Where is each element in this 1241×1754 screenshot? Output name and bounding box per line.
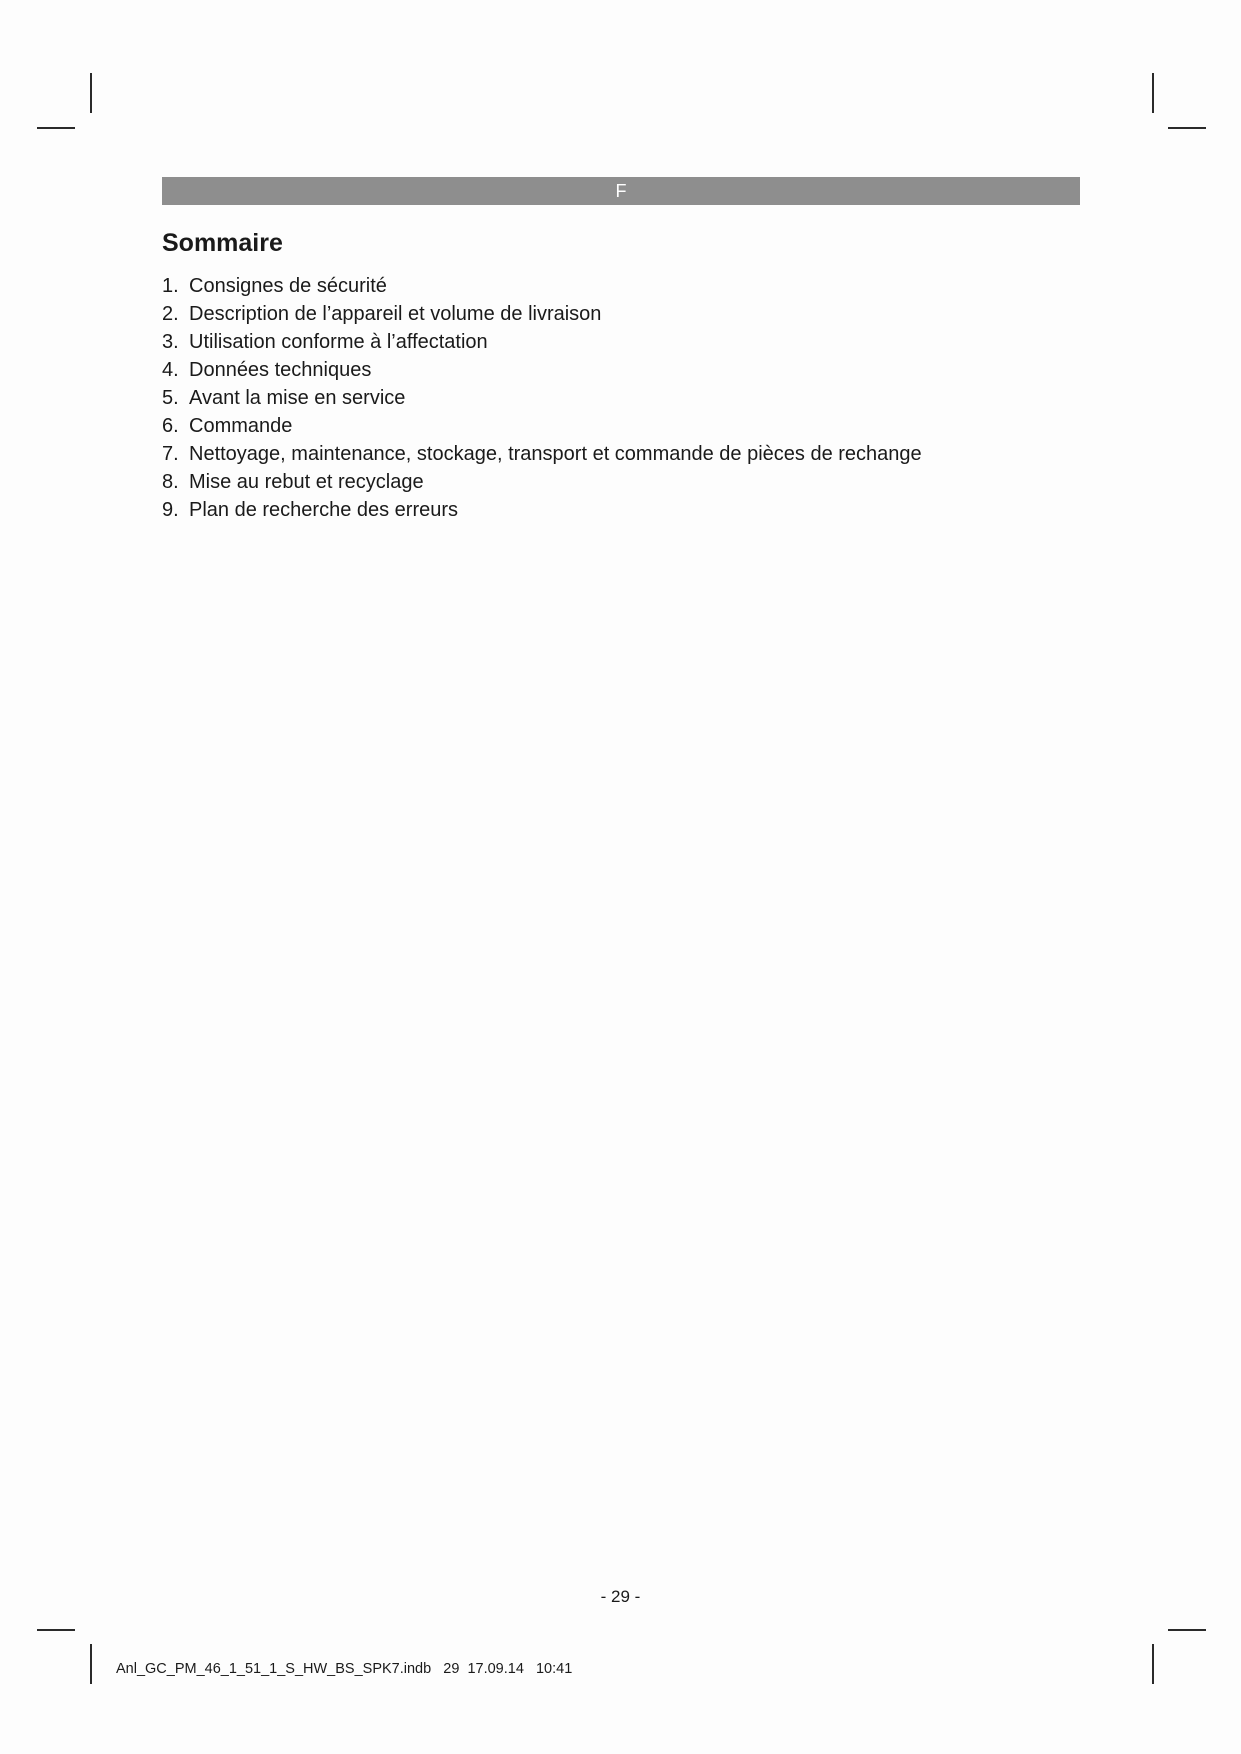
toc-item-number: 5. — [162, 387, 179, 409]
toc-item-number: 4. — [162, 359, 179, 381]
page-title: Sommaire — [162, 229, 283, 257]
crop-mark-bottom-right-horizontal — [1168, 1629, 1206, 1631]
crop-mark-bottom-left-horizontal — [37, 1629, 75, 1631]
toc-item-label: Plan de recherche des erreurs — [189, 499, 459, 521]
toc-item-label: Nettoyage, maintenance, stockage, transport et commande de pièces de rechange — [189, 443, 922, 465]
toc-item-label: Données techniques — [189, 359, 372, 381]
toc-item-number: 1. — [162, 275, 179, 297]
toc-item-label: Mise au rebut et recyclage — [189, 471, 424, 493]
toc-item-number: 8. — [162, 471, 179, 493]
toc-item — [162, 300, 922, 328]
crop-mark-top-right-vertical — [1152, 73, 1154, 113]
table-of-contents — [162, 272, 922, 524]
crop-mark-top-left-vertical — [90, 73, 92, 113]
toc-item — [162, 272, 922, 300]
toc-item-number: 9. — [162, 499, 179, 521]
language-code: F — [615, 181, 627, 201]
toc-item — [162, 468, 922, 496]
toc-item — [162, 356, 922, 384]
toc-item-label: Commande — [189, 415, 293, 437]
page-number: - 29 - — [600, 1587, 641, 1606]
toc-item-label: Description de l’appareil et volume de livraison — [189, 303, 602, 325]
language-header-bar — [162, 177, 1080, 205]
toc-item-number: 7. — [162, 443, 179, 465]
toc-item-label: Utilisation conforme à l’affectation — [189, 331, 488, 353]
crop-mark-top-left-horizontal — [37, 127, 75, 129]
toc-item-number: 2. — [162, 303, 179, 325]
toc-item — [162, 440, 922, 468]
crop-mark-bottom-left-vertical — [90, 1644, 92, 1684]
print-info-slug: Anl_GC_PM_46_1_51_1_S_HW_BS_SPK7.indb 29 17.09.14 10:41 — [116, 1661, 573, 1677]
crop-mark-bottom-right-vertical — [1152, 1644, 1154, 1684]
toc-item — [162, 496, 922, 524]
toc-item-label: Avant la mise en service — [189, 387, 406, 409]
toc-item — [162, 384, 922, 412]
crop-mark-top-right-horizontal — [1168, 127, 1206, 129]
toc-item-number: 6. — [162, 415, 179, 437]
toc-item — [162, 328, 922, 356]
toc-item-number: 3. — [162, 331, 179, 353]
toc-item-label: Consignes de sécurité — [189, 275, 387, 297]
toc-item — [162, 412, 922, 440]
